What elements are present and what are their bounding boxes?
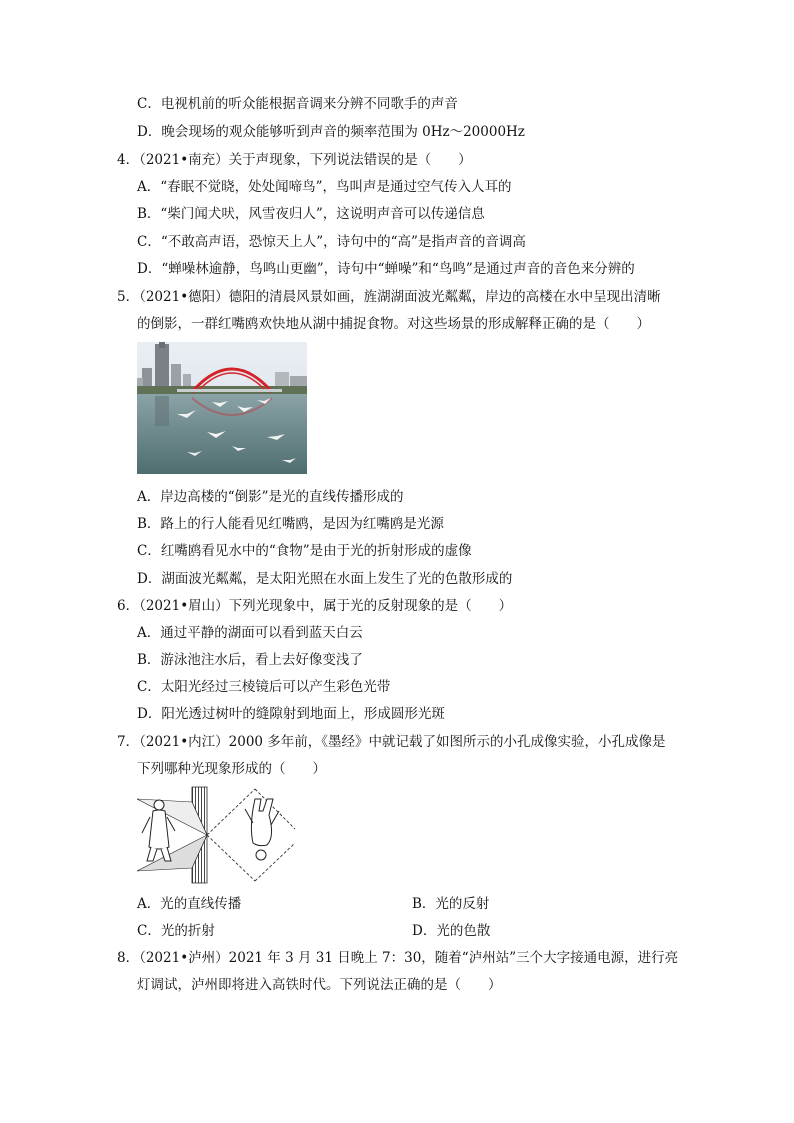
q3-option-d: D．晚会现场的观众能够听到声音的频率范围为 0Hz～20000Hz [137,124,525,140]
q7-stem-line2: 下列哪种光现象形成的（ ） [137,761,326,777]
q3-option-c: C．电视机前的听众能根据音调来分辨不同歌手的声音 [137,96,458,112]
pinhole-imaging-diagram [137,785,297,885]
q6-stem: 6．（2021•眉山）下列光现象中，属于光的反射现象的是（ ） [117,598,513,614]
q4-option-c: C．“不敢高声语，恐惊天上人”，诗句中的“高”是指声音的音调高 [137,234,526,250]
q6-option-b: B．游泳池注水后，看上去好像变浅了 [137,652,363,668]
q8-stem-line2: 灯调试，泸州即将进入高铁时代。下列说法正确的是（ ） [137,977,502,993]
q7-option-c: C．光的折射 [137,923,215,939]
q5-stem-line2: 的倒影，一群红嘴鸥欢快地从湖中捕捉食物。对这些场景的形成解释正确的是（ ） [137,316,650,332]
q6-option-c: C．太阳光经过三棱镜后可以产生彩色光带 [137,679,391,695]
q5-option-c: C．红嘴鸥看见水中的“食物”是由于光的折射形成的虚像 [137,543,472,559]
q5-option-d: D．湖面波光粼粼，是太阳光照在水面上发生了光的色散形成的 [137,571,513,587]
q6-option-d: D．阳光透过树叶的缝隙射到地面上，形成圆形光斑 [137,706,445,722]
q5-option-a: A．岸边高楼的“倒影”是光的直线传播形成的 [137,489,404,505]
q8-stem-line1: 8．（2021•泸州）2021 年 3 月 31 日晚上 7：30，随着“泸州站”三个大字接通电源，进行亮 [117,950,679,966]
q4-option-d: D．“蝉噪林逾静，鸟鸣山更幽”，诗句中“蝉噪”和“鸟鸣”是通过声音的音色来分辨的 [137,261,635,277]
q7-option-a: A．光的直线传播 [137,896,242,912]
q5-option-b: B．路上的行人能看见红嘴鸥，是因为红嘴鸥是光源 [137,516,444,532]
q5-stem-line1: 5．（2021•德阳）德阳的清晨风景如画，旌湖湖面波光粼粼，岸边的高楼在水中呈现出清晰 [117,289,661,305]
lake-bridge-photo [137,342,307,474]
q7-option-b: B．光的反射 [412,896,490,912]
q4-option-b: B．“柴门闻犬吠，风雪夜归人”，这说明声音可以传递信息 [137,206,485,222]
q4-option-a: A．“春眠不觉晓，处处闻啼鸟”，鸟叫声是通过空气传入人耳的 [137,179,512,195]
q7-stem-line1: 7．（2021•内江）2000 多年前，《墨经》中就记载了如图所示的小孔成像实验，小孔成像是 [117,734,666,750]
q7-option-d: D．光的色散 [412,923,491,939]
q6-option-a: A．通过平静的湖面可以看到蓝天白云 [137,625,363,641]
q4-stem: 4．（2021•南充）关于声现象，下列说法错误的是（ ） [117,152,472,168]
